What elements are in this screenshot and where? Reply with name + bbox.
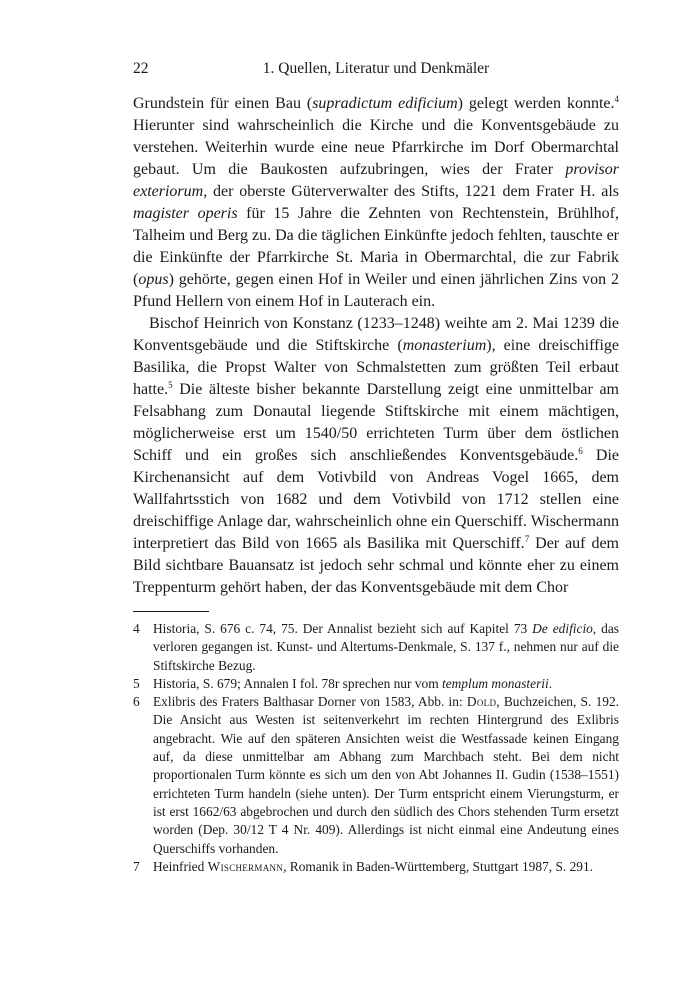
text-span: ) gelegt werden konnte.	[457, 95, 615, 112]
footnote-number: 4	[133, 621, 140, 636]
running-header	[133, 60, 619, 84]
latin-term: monasterium	[402, 337, 487, 354]
text-span: , der oberste Güterverwalter des Stifts, 1221 dem Frater H. als	[203, 183, 619, 200]
running-title: 1. Quellen, Literatur und Denkmäler	[262, 60, 490, 77]
text-span: Der auf dem Bild sichtbare Bauansatz ist jedoch sehr schmal und könnte eher zu einem Treppenturm gehört haben, der das Konventsgebäude mit dem Chor	[133, 535, 619, 596]
latin-term: De edificio	[532, 621, 593, 636]
text-span: Hierunter sind wahrscheinlich die Kirche und die Konventsgebäude zu verstehen. Weiterhin wurde eine neue Pfarrkirche im Dorf Obermarchtal gebaut. Um die Baukosten aufzubringen, wies der Frater	[133, 117, 619, 178]
footnote-number: 5	[133, 675, 140, 691]
footnote-ref-4: 4	[614, 94, 619, 104]
footnote-ref-7: 7	[524, 534, 530, 544]
footnote-number: 7	[133, 858, 140, 874]
main-text	[133, 93, 619, 599]
footnote-text: Heinfried	[153, 858, 208, 874]
text-span: Die Kirchenansicht auf dem Votivbild von Andreas Vogel 1665, dem Wallfahrtsstich von 1682 und dem Votivbild von 1712 stellen eine dreischiffige Anlage dar, wahrscheinlich ohne ein Querschiff. Wischermann interpretiert das Bild von 1665 als Basilika mit Querschiff.	[133, 447, 619, 552]
footnote-text: Historia, S. 679; Annalen I fol. 78r sprechen nur vom	[153, 675, 442, 691]
footnote-text: Historia, S. 676 c. 74, 75. Der Annalist bezieht sich auf Kapitel 73	[153, 621, 533, 636]
footnote-text: .	[548, 675, 553, 691]
text-span: ) gehörte, gegen einen Hof in Weiler und einen jährlichen Zins von 2 Pfund Hellern von einem Hof in Lauterach ein.	[133, 271, 619, 310]
text-span: Grundstein für einen Bau (	[133, 95, 313, 112]
footnote-4	[133, 620, 619, 675]
paragraph-1	[133, 93, 619, 313]
text-span: für 15 Jahre die Zehnten von Rechtenstein, Brühlhof, Talheim und Berg zu. Da die täglichen Einkünfte jedoch fehlten, tauschte er die Einkünfte der Pfarrkirche St. Maria in Obermarchtal, die zur Fabrik (	[133, 205, 619, 288]
footnote-text: , Romanik in Baden-Württemberg, Stuttgart 1987, S. 291.	[283, 858, 594, 874]
latin-term: supradictum edificium	[312, 95, 458, 112]
latin-term: magister operis	[133, 205, 238, 222]
latin-term: templum monasterii	[441, 675, 549, 691]
footnotes	[133, 620, 619, 876]
footnote-6	[133, 693, 619, 858]
author-name: Dold	[466, 694, 497, 710]
author-name: Wischermann	[207, 858, 284, 874]
footnote-number: 6	[133, 694, 140, 710]
footnote-ref-6: 6	[578, 446, 583, 456]
latin-term: provisor exteriorum	[133, 161, 619, 200]
footnote-text: , Buchzeichen, S. 192. Die Ansicht aus Westen ist seitenverkehrt im rechten Hintergrund des Exlibris angebracht. Wie auf den späteren Ansichten weist die Westfassade keinen Eingang auf, da diese unmittelbar am Abhang zum Marchbach steht. Bei dem nicht proportionalen Turm könnte es sich um den von Abt Johannes II. Gudin (1538–1551) errichteten Turm handeln (siehe unten). Der Turm entspricht einem Vierungsturm, er ist erst 1662/63 abgebrochen und durch den südlich des Chors stehenden Turm ersetzt worden (Dep. 30/12 T 4 Nr. 409). Allerdings ist nicht einmal eine Andeutung eines Querschiffs vorhanden.	[153, 694, 620, 856]
footnote-ref-5: 5	[168, 380, 173, 390]
footnote-text: Exlibris des Fraters Balthasar Dorner von 1583, Abb. in:	[153, 694, 467, 710]
text-span: ), eine dreischiffige Basilika, die Propst Walter von Schmalstetten zum größten Teil erbaut hatte.	[133, 337, 619, 398]
footnote-text: , das verloren gegangen ist. Kunst- und Altertums-Denkmale, S. 137 f., nehmen nur auf die Stiftskirche Bezug.	[153, 621, 620, 673]
footnote-separator	[133, 611, 209, 612]
text-span: Die älteste bisher bekannte Darstellung zeigt eine unmittelbar am Felsabhang zum Donautal liegende Stiftskirche mit einem mächtigen, möglicherweise erst um 1540/50 errichteten Turm über dem östlichen Schiff und ein großes sich anschließendes Konventsgebäude.	[133, 381, 619, 464]
text-span: Bischof Heinrich von Konstanz (1233–1248) weihte am 2. Mai 1239 die Konventsgebäude und die Stiftskirche (	[133, 315, 619, 354]
latin-term: opus	[138, 271, 169, 288]
footnote-5	[133, 675, 619, 693]
page-number: 22	[133, 60, 149, 77]
paragraph-2	[133, 313, 619, 599]
footnote-7	[133, 858, 619, 876]
